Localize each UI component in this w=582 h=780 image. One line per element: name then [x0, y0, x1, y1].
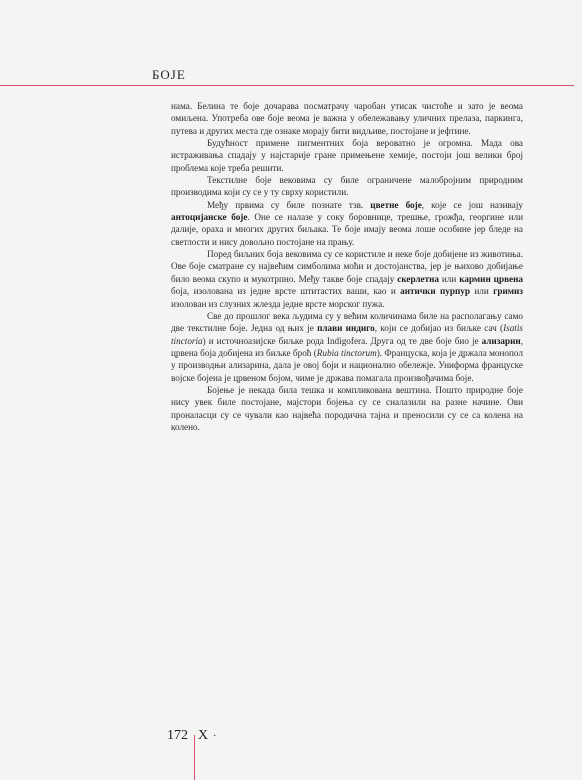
- bold-term: антички пурпур: [400, 286, 470, 297]
- text-run: Међу првима су биле познате тзв.: [207, 199, 371, 210]
- text-run: Бојење је некада била тешка и компликована вештина. Пошто природне боје нису увек биле постојане, мајстори бојења су се сналазили на разне начине. Ови проналасци су се чували као највећа породична тајна и преносили су се са колена на колено.: [171, 384, 523, 432]
- bold-term: скерлетна: [397, 273, 439, 284]
- running-head-title: БОЈЕ: [152, 67, 186, 82]
- bold-term: ализарин: [481, 335, 521, 346]
- page-number: 172: [167, 728, 188, 743]
- text-run: или: [470, 286, 494, 297]
- text-run: Поред биљних боја вековима су се користиле и неке боје добијене из животиња. Ове боје сматране су највећим симболима моћи и достојанства, јер је њихово добијање било веома скупо и мукотрпно. Међу такве боје спадају: [171, 249, 523, 284]
- text-run: , који се добијао из биљке сач (: [374, 323, 504, 334]
- paragraph-4: [171, 199, 523, 248]
- bold-term: плави индиго: [317, 323, 375, 334]
- italic-term: Isatis tinctoria: [171, 323, 523, 346]
- paragraph-1: [171, 100, 523, 137]
- text-run: Будућност примене пигментних боја вероватно је огромна. Мада ова истраживања спадају у најстарије гране примењене хемије, постоји још велики број проблема које треба решити.: [171, 138, 523, 173]
- text-run: . Оне се налазе у соку боровнице, трешње, грожђа, георгине или далије, ораха и многих других биљака. Те боје имају веома лоше особине јер бледе на светлости и нису довољно постојане на прању.: [171, 212, 523, 247]
- bold-term: цветне боје: [370, 199, 422, 210]
- chapter-number: X: [198, 728, 209, 743]
- bold-term: антоцијанске боје: [171, 212, 248, 223]
- paragraph-2: [171, 137, 523, 174]
- text-run: боја, изолована из једне врсте штитастих ваши, као и: [171, 286, 401, 297]
- text-run: Текстилне боје вековима су биле ограничене малобројним природним производима који су се у ту сврху користили.: [171, 175, 523, 198]
- paragraph-5: [171, 248, 523, 310]
- paragraph-3: [171, 174, 523, 199]
- bold-term: кармин црвена: [459, 273, 523, 284]
- paragraph-6: [171, 310, 523, 384]
- text-run: или: [438, 273, 460, 284]
- text-run: ). Француска, која је држала монопол у производњи ализарина, дала је овој боји и национално обележје. Униформа француске војске бојена је црвеном бојом, чиме је држава помагала произвођачима боје.: [171, 347, 523, 383]
- text-run: , црвена боја добијена из биљке броћ (: [171, 335, 523, 358]
- paragraph-7: [171, 384, 523, 433]
- page-folio: [167, 728, 216, 744]
- italic-term: Rubia tinctorum: [316, 347, 377, 358]
- header-rule: [0, 85, 574, 86]
- text-run: изолован из слузних жлезда једне врсте морског пужа.: [171, 298, 385, 309]
- bold-term: гримиз: [493, 286, 523, 297]
- text-run: , које се још називају: [421, 199, 524, 210]
- text-run: ) и источноазијске биљке рода Indigofera. Друга од те две боје био је: [202, 335, 482, 346]
- folio-mark: ·: [213, 731, 217, 742]
- text-run: Све до прошлог века људима су у већим количинама биле на располагању само две текстилне боје. Једна од њих је: [171, 310, 523, 334]
- body-text: [171, 100, 523, 433]
- text-run: нама. Белина те боје дочарава посматрачу чаробан утисак чистоће и зато је веома омиљена. Употреба ове боје веома је важна у обележавању уличних прелаза, паркинга, путева и других места где ознаке морају бити видљиве, постојане и јефтине.: [171, 101, 523, 136]
